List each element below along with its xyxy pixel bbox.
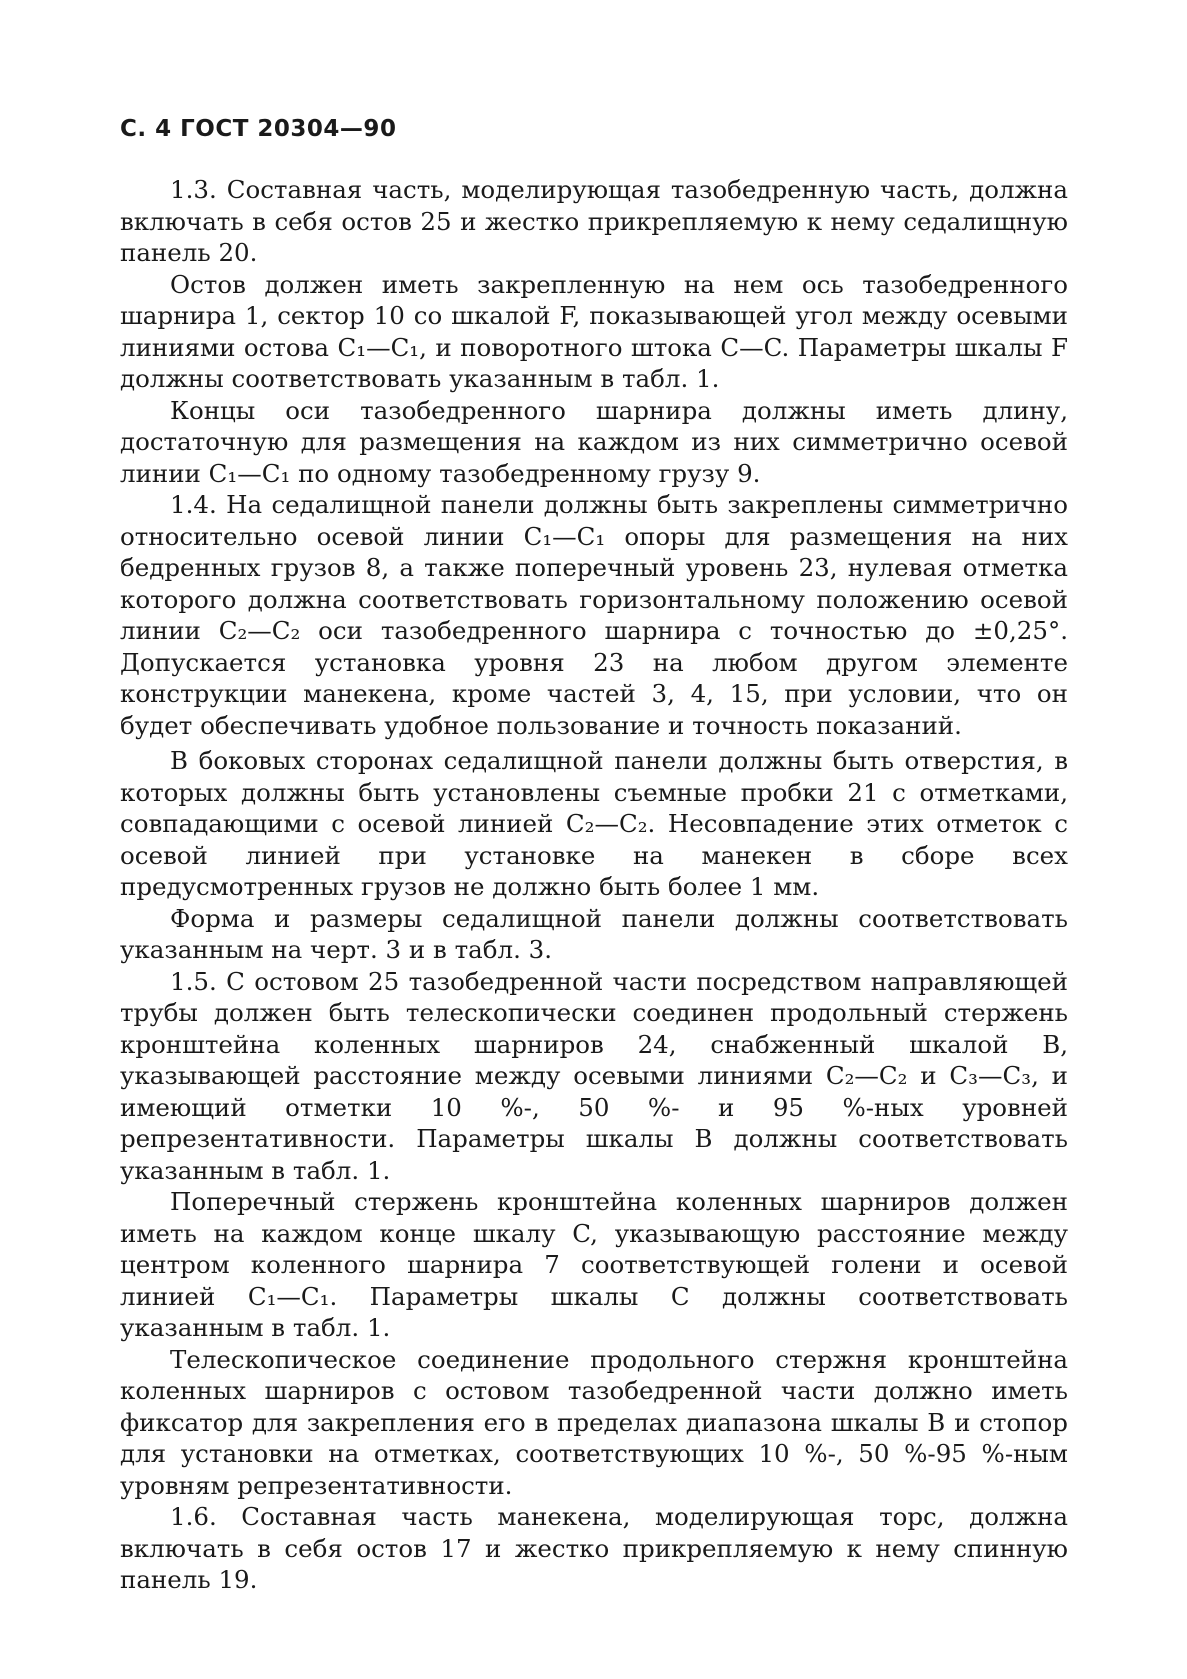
paragraph: Телескопическое соединение продольного стержня кронштейна коленных шарниров с остовом тазобедренной части должно иметь фиксатор для закрепления его в пределах диапазона шкалы B и стопор для установки на отметках, соответствующих 10 %-, 50 %-95 %-ным уровням репрезентативности. [120,1344,1068,1500]
paragraph: Концы оси тазобедренного шарнира должны иметь длину, достаточную для размещения на каждом из них симметрично осевой линии C₁—C₁ по одному тазобедренному грузу 9. [120,395,1068,488]
paragraph: Остов должен иметь закрепленную на нем ось тазобедренного шарнира 1, сектор 10 со шкалой F, показывающей угол между осевыми линиями остова C₁—C₁, и поворотного штока C—C. Параметры шкалы F должны соответствовать указанным в табл. 1. [120,269,1068,393]
page-header: С. 4 ГОСТ 20304—90 [120,116,397,142]
paragraph: Поперечный стержень кронштейна коленных шарниров должен иметь на каждом конце шкалу C, указывающую расстояние между центром коленного шарнира 7 соответствующей голени и осевой линией C₁—C₁. Параметры шкалы C должны соответствовать указанным в табл. 1. [120,1187,1068,1342]
paragraph-1-3: 1.3. Составная часть, моделирующая тазобедренную часть, должна включать в себя остов 25 и жестко прикрепляемую к нему седалищную панель 20. [120,175,1068,267]
document-body [120,174,1068,1596]
paragraph-1-6: 1.6. Составная часть манекена, моделирующая торс, должна включать в себя остов 17 и жестко прикрепляемую к нему спинную панель 19. [120,1502,1068,1594]
paragraph-1-4: 1.4. На седалищной панели должны быть закреплены симметрично относительно осевой линии C₁—C₁ опоры для размещения на них бедренных грузов 8, а также поперечный уровень 23, нулевая отметка которого должна соответствовать горизонтальному положению осевой линии C₂—C₂ оси тазобедренного шарнира с точностью до ±0,25°. Допускается установка уровня 23 на любом другом элементе конструкции манекена, кроме частей 3, 4, 15, при условии, что он будет обеспечивать удобное пользование и точность показаний. [120,490,1068,740]
paragraph: В боковых сторонах седалищной панели должны быть отверстия, в которых должны быть установлены съемные пробки 21 с отметками, совпадающими с осевой линией C₂—C₂. Несовпадение этих отметок с осевой линией при установке на манекен в сборе всех предусмотренных грузов не должно быть более 1 мм. [120,746,1068,901]
paragraph-1-5: 1.5. С остовом 25 тазобедренной части посредством направляющей трубы должен быть телескопически соединен продольный стержень кронштейна коленных шарниров 24, снабженный шкалой B, указывающей расстояние между осевыми линиями C₂—C₂ и C₃—C₃, и имеющий отметки 10 %-, 50 %- и 95 %-ных уровней репрезентативности. Параметры шкалы B должны соответствовать указанным в табл. 1. [120,966,1068,1185]
paragraph: Форма и размеры седалищной панели должны соответствовать указанным на черт. 3 и в табл. 3. [120,903,1068,964]
